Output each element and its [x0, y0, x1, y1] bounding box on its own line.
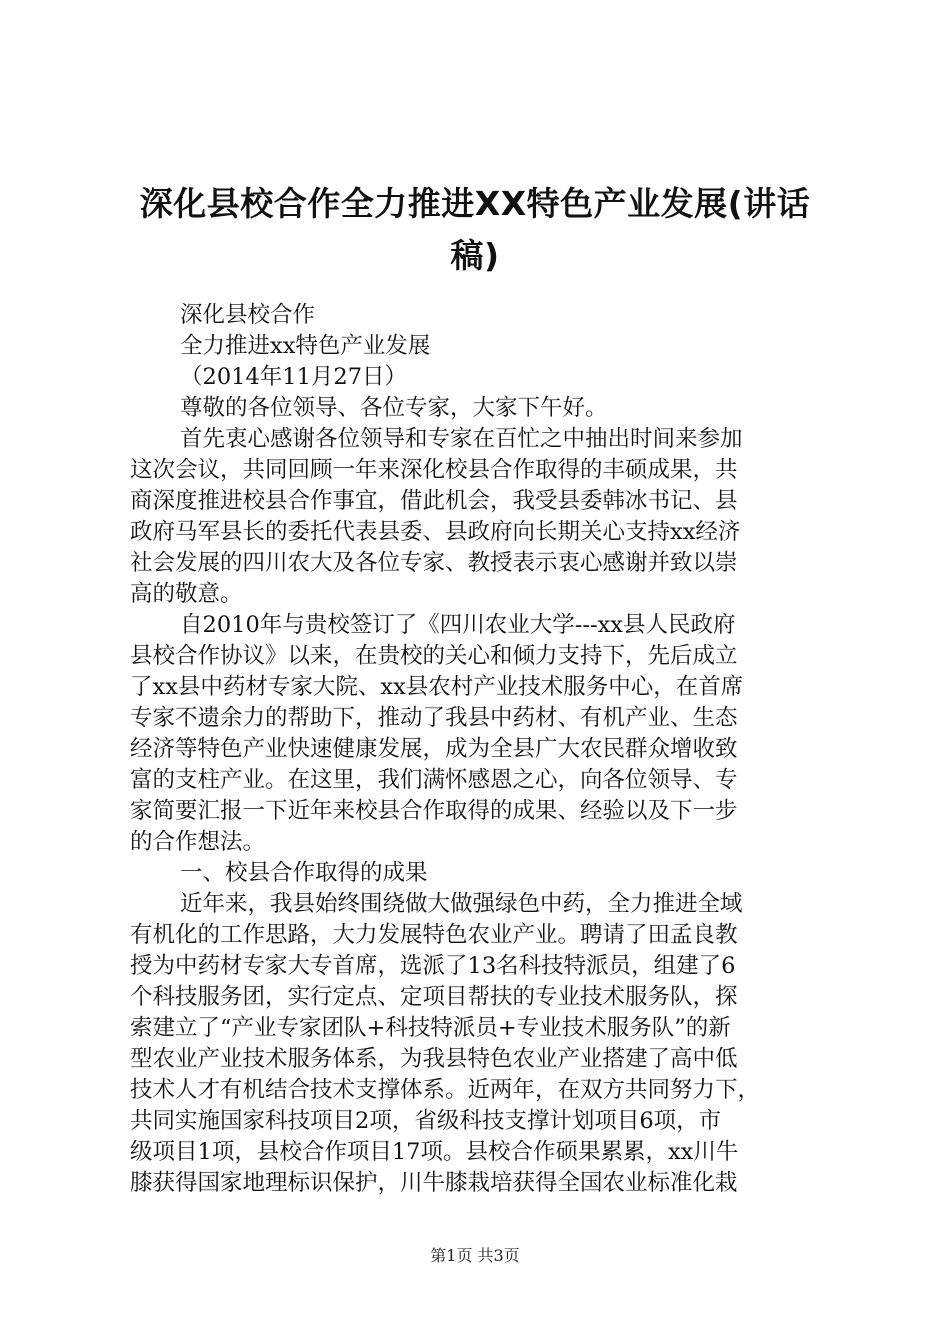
body-line: 了xx县中药材专家大院、xx县农村产业技术服务中心，在首席	[130, 674, 744, 700]
body-line: 深化县校合作	[180, 302, 316, 328]
document-body	[130, 300, 830, 1199]
body-line: 技术人才有机结合技术支撑体系。近两年，在双方共同努力下，	[130, 1077, 761, 1103]
body-line: 首先衷心感谢各位领导和专家在百忙之中抽出时间来参加	[180, 426, 743, 452]
body-line: 政府马军县长的委托代表县委、县政府向长期关心支持xx经济	[130, 519, 741, 545]
body-line: 尊敬的各位领导、各位专家，大家下午好。	[180, 395, 608, 421]
body-line: 膝获得国家地理标识保护，川牛膝栽培获得全国农业标准化栽	[130, 1170, 738, 1196]
body-line: （2014年11月27日）	[180, 364, 408, 390]
body-line: 这次会议，共同回顾一年来深化校县合作取得的丰硕成果，共	[130, 457, 738, 483]
body-line: 共同实施国家科技项目2项，省级科技支撑计划项目6项，市	[130, 1108, 722, 1134]
body-line: 专家不遗余力的帮助下，推动了我县中药材、有机产业、生态	[130, 705, 738, 731]
body-line: 经济等特色产业快速健康发展，成为全县广大农民群众增收致	[130, 736, 738, 762]
page-footer: 第1页 共3页	[430, 1246, 520, 1265]
document-title	[110, 178, 840, 282]
body-line: 近年来，我县始终围绕做大做强绿色中药，全力推进全域	[180, 891, 743, 917]
body-line: 高的敬意。	[130, 581, 243, 607]
body-line: 商深度推进校县合作事宜，借此机会，我受县委韩冰书记、县	[130, 488, 738, 514]
body-line: 县校合作协议》以来，在贵校的关心和倾力支持下，先后成立	[130, 643, 738, 669]
body-line: 型农业产业技术服务体系，为我县特色农业产业搭建了高中低	[130, 1046, 738, 1072]
body-line: 一、校县合作取得的成果	[180, 860, 428, 886]
body-line: 自2010年与贵校签订了《四川农业大学---xx县人民政府	[180, 612, 736, 638]
body-line: 级项目1项，县校合作项目17项。县校合作硕果累累，xx川牛	[130, 1139, 739, 1165]
body-line: 授为中药材专家大专首席，选派了13名科技特派员，组建了6	[130, 953, 736, 979]
body-line: 家简要汇报一下近年来校县合作取得的成果、经验以及下一步	[130, 798, 738, 824]
body-line: 索建立了“产业专家团队+科技特派员+专业技术服务队”的新	[130, 1015, 731, 1041]
body-line: 全力推进xx特色产业发展	[180, 333, 431, 359]
body-line: 个科技服务团，实行定点、定项目帮扶的专业技术服务队，探	[130, 984, 738, 1010]
body-line: 富的支柱产业。在这里，我们满怀感恩之心，向各位领导、专	[130, 767, 738, 793]
body-line: 有机化的工作思路，大力发展特色农业产业。聘请了田孟良教	[130, 922, 738, 948]
title-line-1: 深化县校合作全力推进XX特色产业发展(讲话	[139, 184, 811, 223]
body-line: 社会发展的四川农大及各位专家、教授表示衷心感谢并致以崇	[130, 550, 738, 576]
body-line: 的合作想法。	[130, 829, 266, 855]
title-line-2: 稿)	[450, 236, 500, 275]
